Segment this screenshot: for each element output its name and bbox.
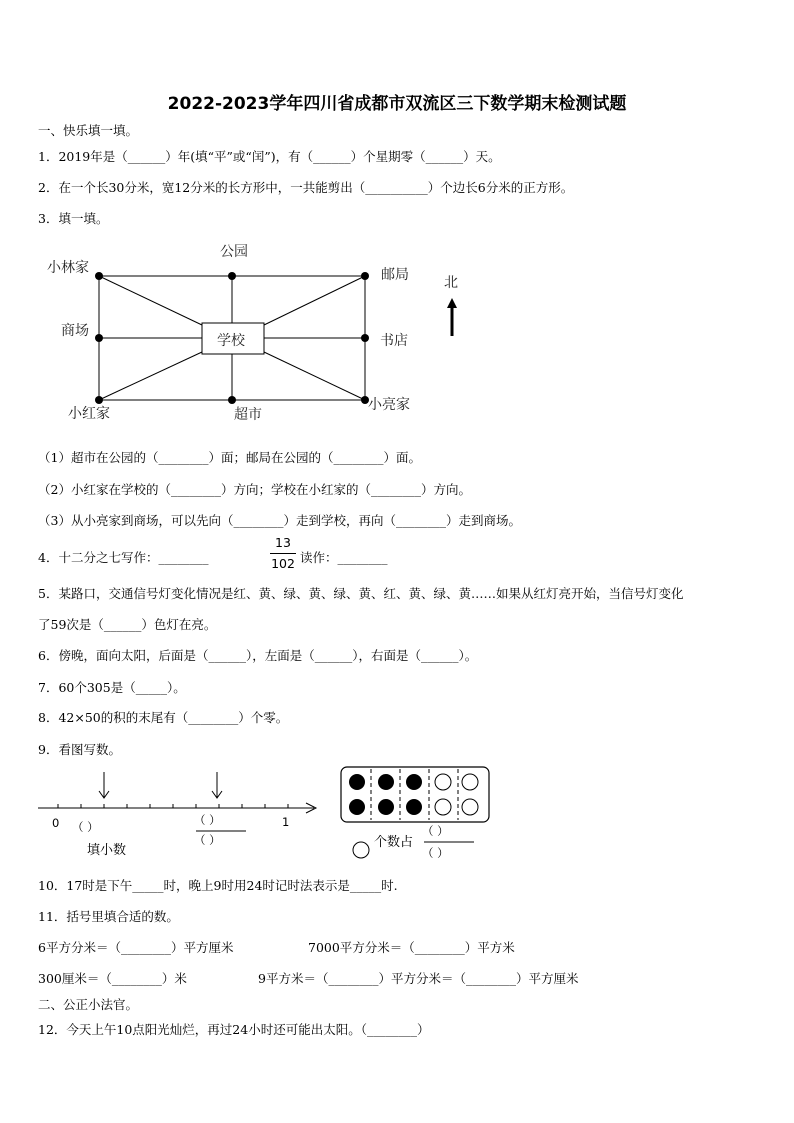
answer-blank-denominator: （ ） bbox=[194, 833, 221, 847]
map-point bbox=[228, 396, 236, 404]
north-arrow-icon bbox=[447, 298, 457, 336]
down-arrow-icon bbox=[99, 772, 109, 798]
map-point bbox=[95, 396, 103, 404]
label-park: 公园 bbox=[220, 244, 248, 260]
page-title: 2022-2023学年四川省成都市双流区三下数学期末检测试题 bbox=[167, 94, 627, 114]
map-point bbox=[95, 272, 103, 280]
question-9: 9．看图写数。 bbox=[38, 742, 121, 757]
fraction-bar bbox=[270, 553, 296, 554]
question-5-line1: 5．某路口，交通信号灯变化情况是红、黄、绿、黄、绿、黄、红、黄、绿、黄……如果从红灯亮开始，当信号灯变化 bbox=[38, 586, 684, 601]
question-2: 2．在一个长30分米，宽12分米的长方形中，一共能剪出（__________）个边长6分米的正方形。 bbox=[38, 180, 574, 195]
label-xiaohong-home: 小红家 bbox=[68, 406, 110, 422]
label-supermarket: 超市 bbox=[234, 407, 262, 423]
dots-blank-numerator: （ ） bbox=[422, 824, 449, 838]
question-7: 7．60个305是（_____）。 bbox=[38, 680, 186, 695]
question-4-part2: 读作：________ bbox=[300, 550, 388, 565]
question-4-part1: 4．十二分之七写作：________ bbox=[38, 550, 209, 565]
map-line bbox=[99, 276, 202, 325]
fraction-numerator: 13 bbox=[275, 535, 291, 550]
label-north: 北 bbox=[444, 275, 458, 291]
map-point bbox=[361, 272, 369, 280]
section-heading-1: 一、快乐填一填。 bbox=[38, 123, 139, 138]
map-point bbox=[361, 334, 369, 342]
label-post-office: 邮局 bbox=[381, 267, 409, 283]
question-11-a: 6平方分米＝（________）平方厘米 bbox=[38, 940, 234, 955]
question-3-1: （1）超市在公园的（________）面；邮局在公园的（________）面。 bbox=[38, 450, 421, 465]
question-11: 11．括号里填合适的数。 bbox=[38, 909, 179, 924]
question-3-2: （2）小红家在学校的（________）方向；学校在小红家的（________）方向。 bbox=[38, 482, 471, 497]
filled-dots bbox=[349, 774, 422, 815]
dots-blank-denominator: （ ） bbox=[422, 846, 449, 860]
question-5-line2: 了59次是（______）色灯在亮。 bbox=[38, 617, 217, 632]
map-line bbox=[264, 276, 365, 325]
question-11-b: 7000平方分米＝（________）平方米 bbox=[308, 940, 515, 955]
map-point bbox=[95, 334, 103, 342]
number-line-one: 1 bbox=[282, 815, 290, 829]
question-11-d: 9平方米＝（________）平方分米＝（________）平方厘米 bbox=[258, 971, 579, 986]
question-11-c: 300厘米＝（________）米 bbox=[38, 971, 187, 986]
answer-blank-decimal: （ ） bbox=[72, 820, 99, 834]
label-xiaolin-home: 小林家 bbox=[47, 260, 89, 276]
map-line bbox=[99, 352, 202, 400]
question-3: 3．填一填。 bbox=[38, 211, 109, 226]
dots-caption: 个数占 bbox=[374, 835, 414, 850]
map-line bbox=[264, 352, 365, 400]
question-12: 12．今天上午10点阳光灿烂，再过24小时还可能出太阳。（________） bbox=[38, 1022, 430, 1037]
label-xiaoliang-home: 小亮家 bbox=[368, 397, 410, 413]
question-8: 8．42×50的积的末尾有（________）个零。 bbox=[38, 710, 289, 725]
section-heading-2: 二、公正小法官。 bbox=[38, 997, 139, 1012]
question-10: 10．17时是下午_____时，晚上9时用24时记时法表示是_____时. bbox=[38, 878, 398, 893]
question-3-3: （3）从小亮家到商场，可以先向（________）走到学校，再向（________）走到商场。 bbox=[38, 513, 521, 528]
number-line-zero: 0 bbox=[52, 816, 60, 830]
fraction-denominator: 102 bbox=[271, 556, 295, 571]
answer-blank-numerator: （ ） bbox=[194, 813, 221, 827]
label-bookstore: 书店 bbox=[380, 333, 408, 349]
map-point bbox=[228, 272, 236, 280]
number-line-ticks bbox=[58, 804, 288, 808]
down-arrow-icon bbox=[212, 772, 222, 798]
question-6: 6．傍晚，面向太阳，后面是（______），左面是（______），右面是（______）。 bbox=[38, 648, 478, 663]
empty-dots bbox=[435, 774, 478, 815]
direction-map-diagram bbox=[0, 230, 794, 430]
label-mall: 商场 bbox=[61, 323, 89, 339]
empty-circle-icon bbox=[353, 842, 369, 858]
number-line-diagram bbox=[0, 760, 794, 870]
question-1: 1．2019年是（______）年(填“平”或“闰”)，有（______）个星期零（______）天。 bbox=[38, 149, 501, 164]
label-school: 学校 bbox=[217, 333, 245, 349]
fill-decimal-caption: 填小数 bbox=[87, 843, 127, 858]
